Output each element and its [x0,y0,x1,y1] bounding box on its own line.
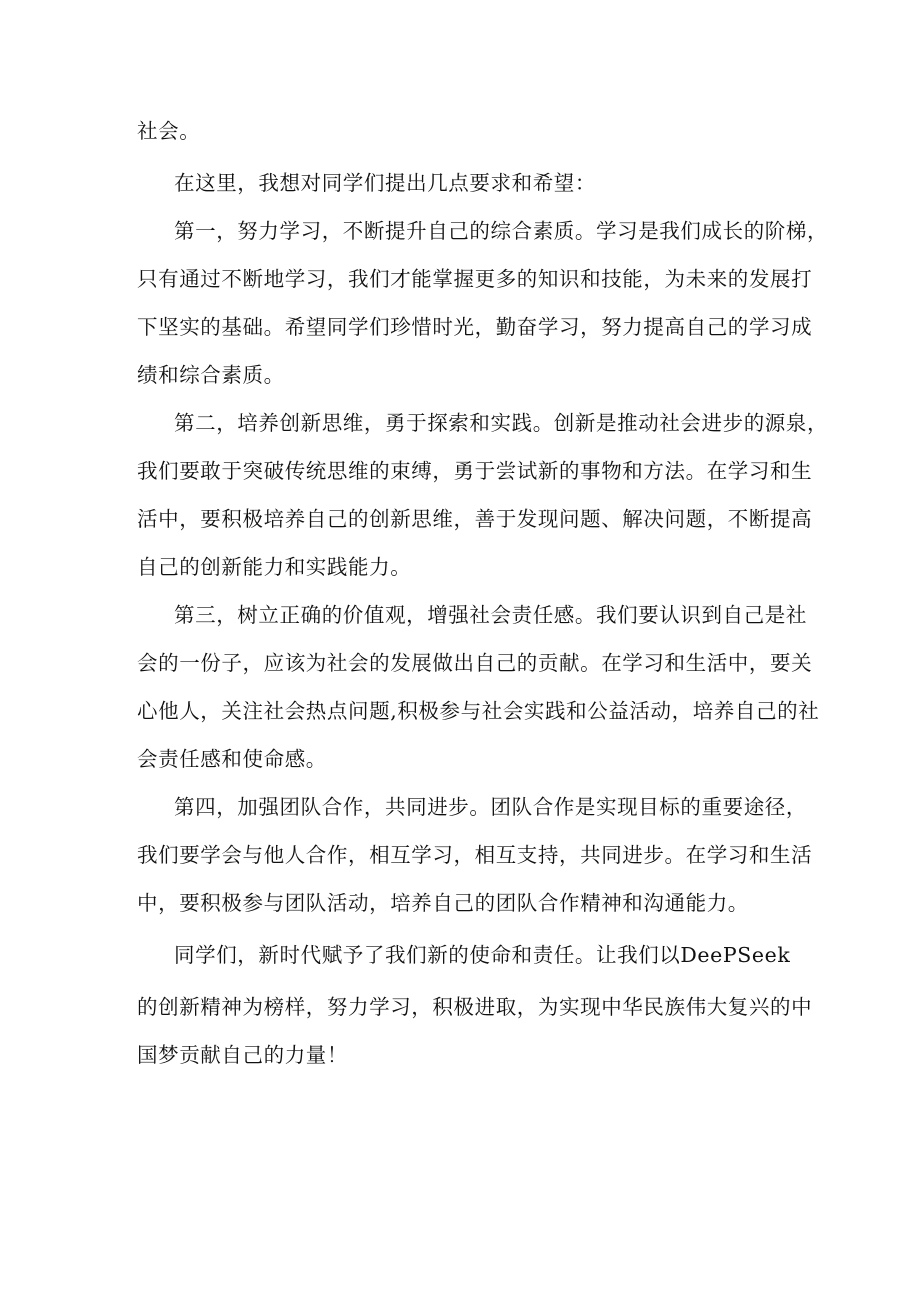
paragraph-line: 会责任感和使命感。 [137,747,327,771]
paragraph-line: 活中，要积极培养自己的创新思维，善于发现问题、解决问题，不断提高 [137,507,813,531]
paragraph-line: 绩和综合素质。 [137,363,285,387]
paragraph-line: 的创新精神为榜样，努力学习，积极进取，为实现中华民族伟大复兴的中 [137,995,813,1019]
paragraph-line: 我们要敢于突破传统思维的束缚，勇于尝试新的事物和方法。在学习和生 [137,459,813,483]
paragraph-line: 第三，树立正确的价值观，增强社会责任感。我们要认识到自己是社 [174,603,807,627]
paragraph-line: 同学们，新时代赋予了我们新的使命和责任。让我们以DeePSeek [174,943,791,967]
text-line: 社会。 [137,119,201,143]
paragraph-line: 我们要学会与他人合作，相互学习，相互支持，共同进步。在学习和生活 [137,843,813,867]
paragraph-line: 心他人，关注社会热点问题,积极参与社会实践和公益活动，培养自己的社 [137,699,820,723]
paragraph-line: 只有通过不断地学习，我们才能掌握更多的知识和技能，为未来的发展打 [137,267,813,291]
paragraph-line: 第一，努力学习，不断提升自己的综合素质。学习是我们成长的阶梯， [174,219,829,243]
paragraph-line: 第二，培养创新思维，勇于探索和实践。创新是推动社会进步的源泉， [174,411,829,435]
paragraph-line: 在这里，我想对同学们提出几点要求和希望： [174,171,596,195]
paragraph-line: 国梦贡献自己的力量！ [137,1043,348,1067]
paragraph-line: 中，要积极参与团队活动，培养自己的团队合作精神和沟通能力。 [137,891,749,915]
paragraph-line: 自己的创新能力和实践能力。 [137,555,412,579]
paragraph-line: 第四，加强团队合作，共同进步。团队合作是实现目标的重要途径， [174,795,807,819]
paragraph-line: 下坚实的基础。希望同学们珍惜时光，勤奋学习，努力提高自己的学习成 [137,315,813,339]
paragraph-line: 会的一份子，应该为社会的发展做出自己的贡献。在学习和生活中，要关 [137,651,813,675]
